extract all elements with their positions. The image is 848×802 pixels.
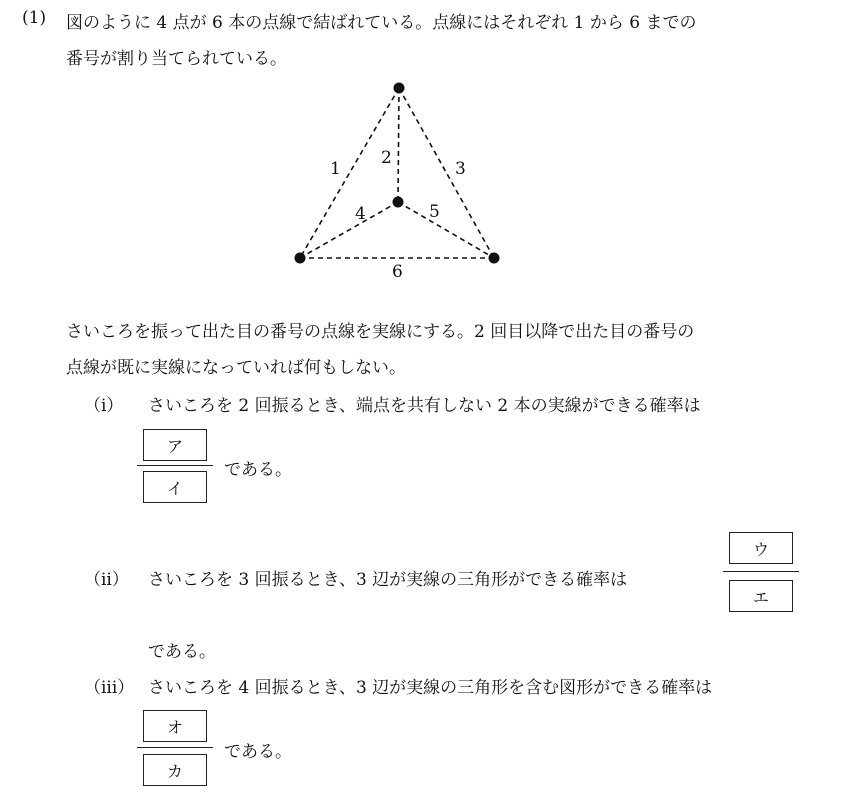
vertex-left: [295, 253, 306, 264]
fraction-bar-i: [137, 465, 213, 466]
vertex-center: [393, 197, 404, 208]
answer-box-e[interactable]: エ: [729, 580, 793, 612]
intro-text-line-1: 図のように 4 点が 6 本の点線で結ばれている。点線にはそれぞれ 1 から 6 までの: [66, 13, 697, 33]
edge-2: [398, 88, 399, 202]
subquestion-label-i: （i）: [84, 396, 124, 416]
edge-3: [399, 88, 494, 258]
edge-label-5: 5: [429, 202, 440, 222]
vertex-right: [489, 253, 500, 264]
answer-box-a[interactable]: ア: [143, 429, 207, 461]
edge-label-4: 4: [355, 204, 366, 224]
intro-text-line-2: 番号が割り当てられている。: [66, 49, 287, 69]
subquestion-text-iii: さいころを 4 回振るとき、3 辺が実線の三角形を含む図形ができる確率は: [148, 678, 713, 698]
subquestion-suffix-i: である。: [224, 460, 292, 480]
subquestion-text-ii: さいころを 3 回振るとき、3 辺が実線の三角形ができる確率は: [148, 570, 628, 590]
edge-label-1: 1: [330, 159, 341, 179]
answer-box-u[interactable]: ウ: [729, 532, 793, 564]
subquestion-suffix-iii: である。: [224, 742, 292, 762]
vertex-top: [394, 83, 405, 94]
answer-box-o[interactable]: オ: [143, 710, 207, 742]
problem-number: (1): [22, 8, 47, 28]
edge-label-2: 2: [381, 148, 392, 168]
rule-text-line-2: 点線が既に実線になっていれば何もしない。: [66, 358, 406, 378]
edge-1: [300, 88, 399, 258]
answer-box-i[interactable]: イ: [143, 471, 207, 503]
rule-text-line-1: さいころを振って出た目の番号の点線を実線にする。2 回目以降で出た目の番号の: [66, 322, 695, 342]
fraction-bar-ii: [723, 571, 799, 572]
edge-5: [398, 202, 494, 258]
subquestion-text-i: さいころを 2 回振るとき、端点を共有しない 2 本の実線ができる確率は: [148, 396, 701, 416]
edge-label-6: 6: [392, 262, 403, 282]
edge-label-3: 3: [455, 159, 466, 179]
edge-4: [300, 202, 398, 258]
answer-box-ka[interactable]: カ: [143, 754, 207, 786]
subquestion-label-ii: （ii）: [84, 570, 129, 590]
fraction-bar-iii: [137, 747, 213, 748]
subquestion-suffix-ii: である。: [148, 642, 216, 662]
subquestion-label-iii: （iii）: [84, 678, 135, 698]
